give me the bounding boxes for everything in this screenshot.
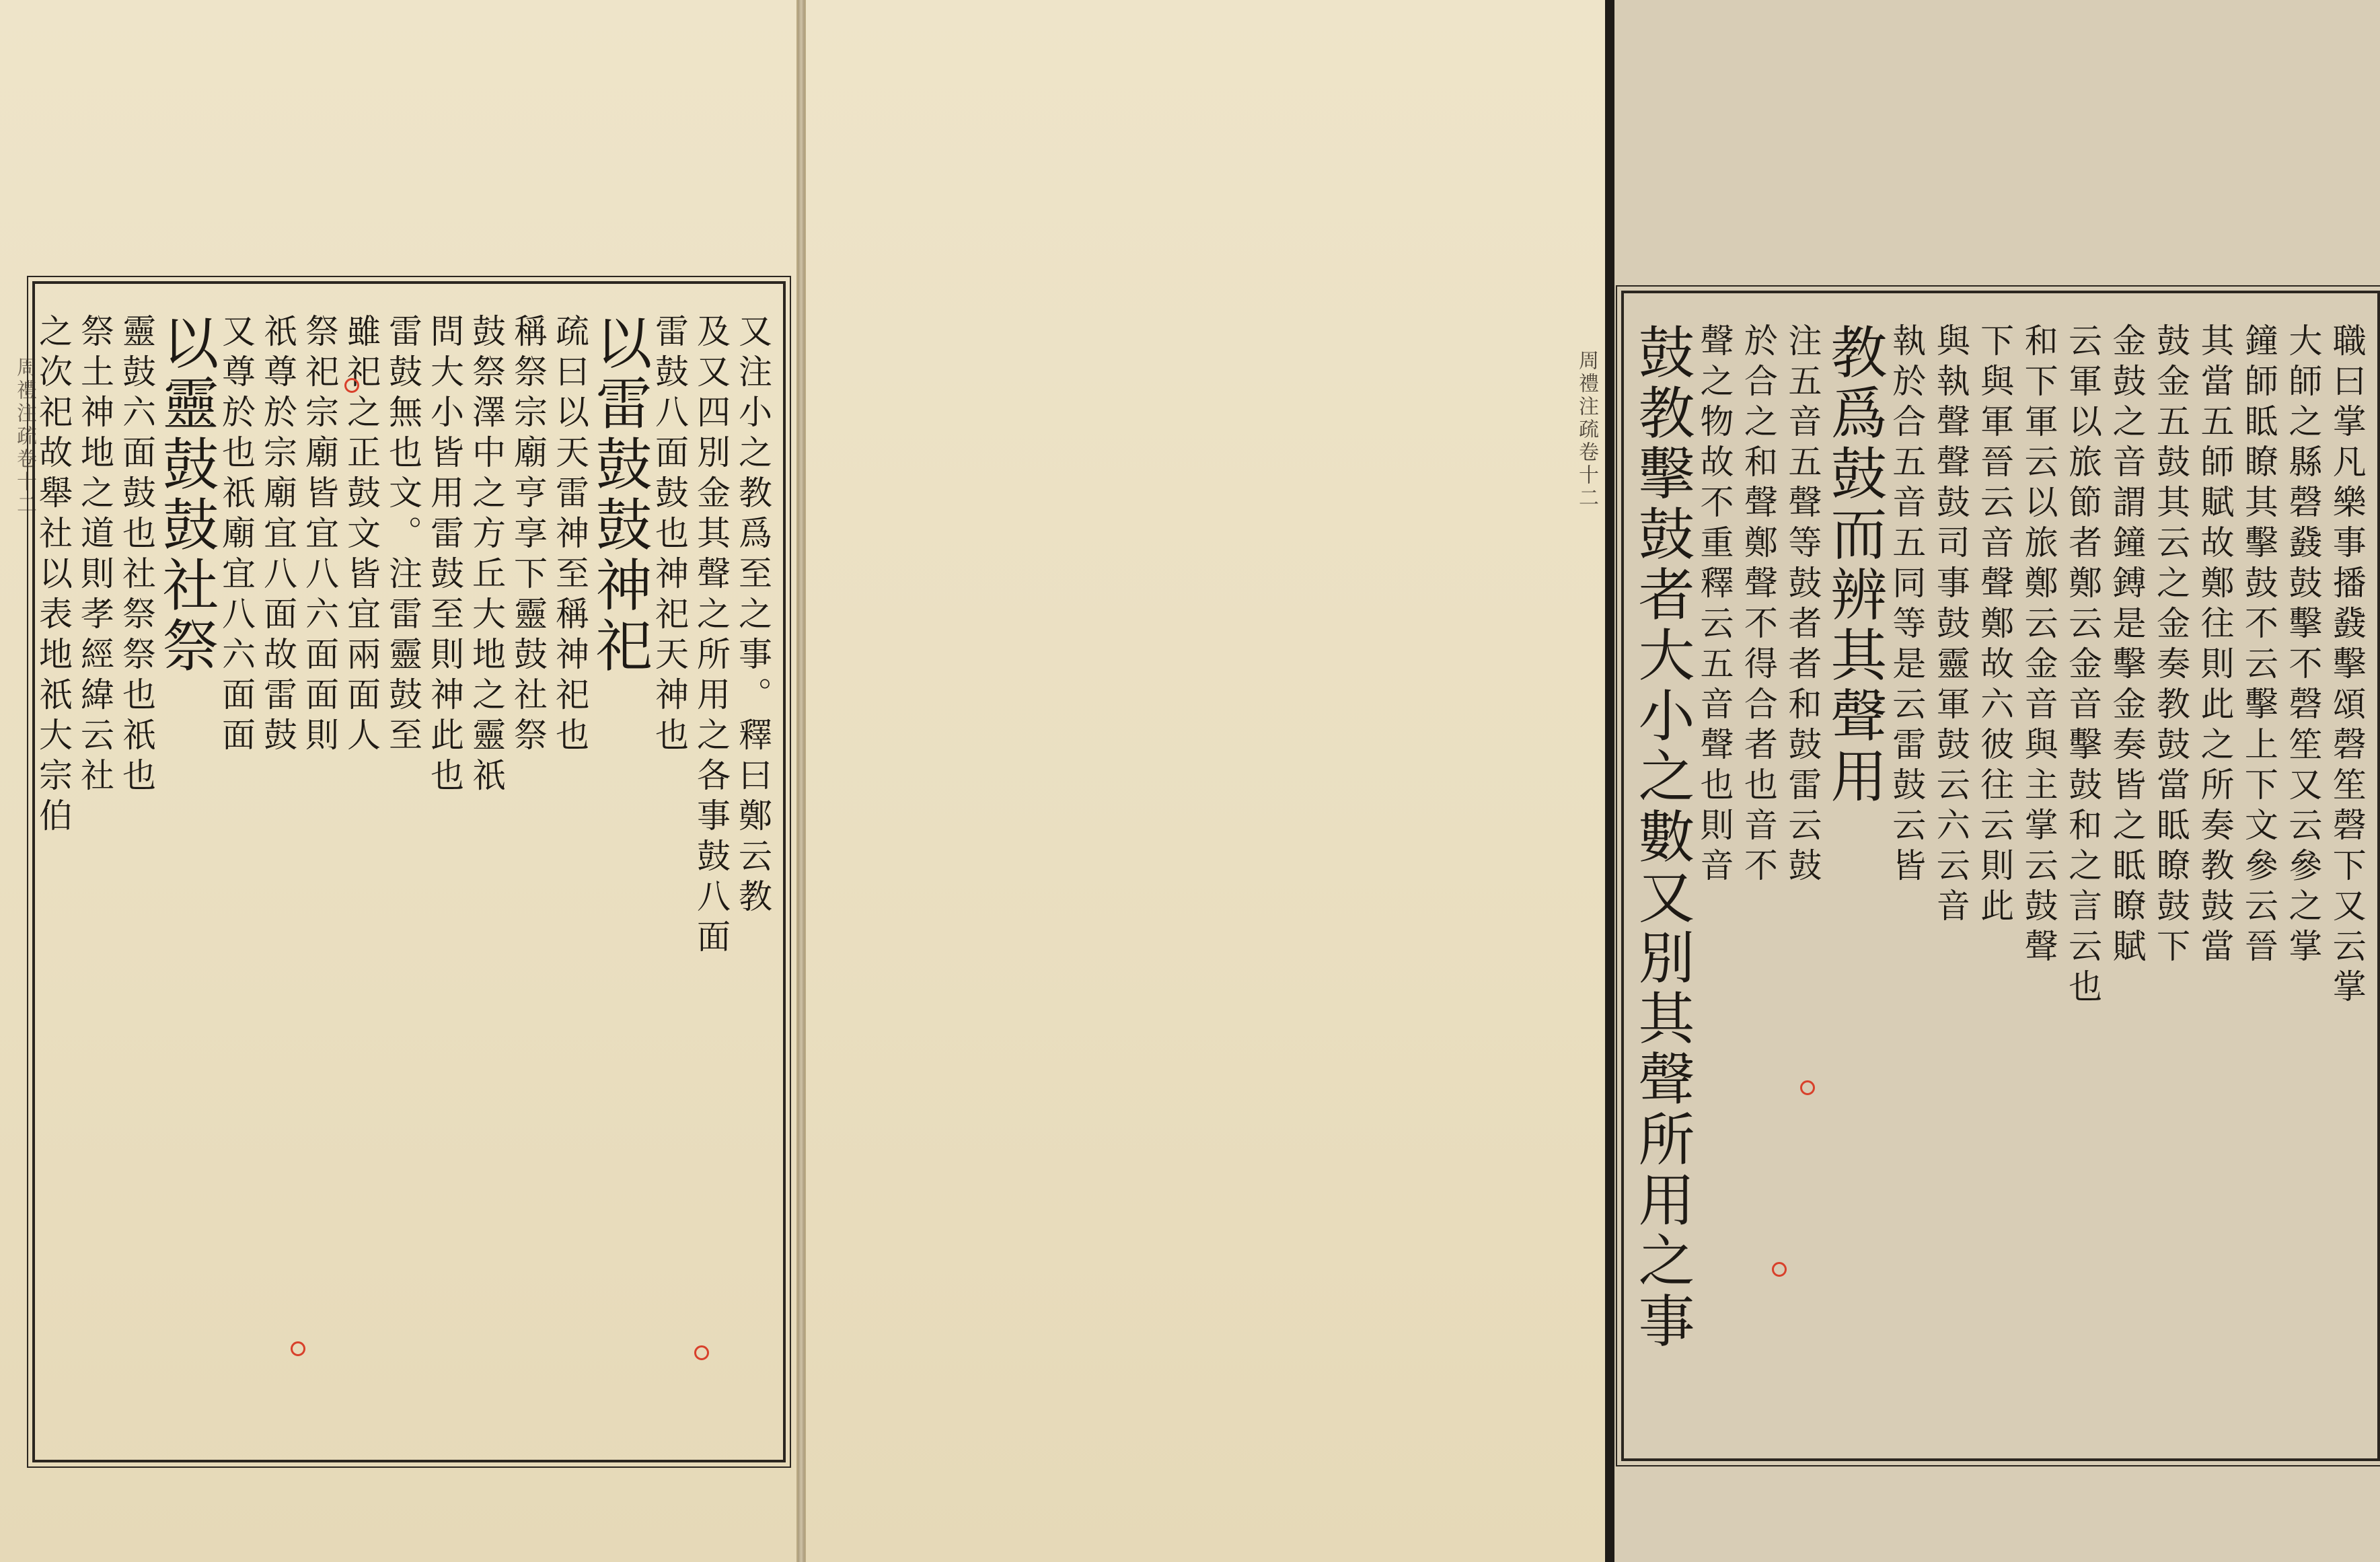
text-column: 雷鼓八面鼓也神祀天神也 [650,313,689,757]
text-column: 又尊於也祇廟宜八六面面 [217,313,256,757]
text-column: 注五音五聲等鼓者者和鼓雷云鼓 [1783,323,1822,888]
text-column: 鼓金五鼓其云之金奏教鼓當眡瞭鼓下 [2151,323,2190,969]
red-punctuation-mark [1800,1080,1815,1095]
text-column: 鐘師眡瞭其擊鼓不云擊上下文參云晉 [2239,323,2278,969]
text-column: 祇尊於宗廟宜八面故雷鼓 [258,313,297,757]
text-column: 職曰掌凡樂事播鼗擊頌磬笙磬下又云掌 [2327,323,2367,1009]
left-margin-label: 周禮注疏卷十二 [13,357,36,517]
text-column: 稱祭宗廟亨享下靈鼓社祭 [509,313,548,757]
text-column: 大師之縣磬鼗鼓擊不磬笙又云參之掌 [2283,323,2323,969]
text-column-large: 以雷鼓鼓神祀 [587,313,653,677]
right-page [805,0,2367,1562]
text-column: 疏曰以天雷神至稱神祀也 [550,313,589,757]
red-punctuation-mark [344,378,359,393]
text-column: 云軍以旅節者鄭云金音擊鼓和之言云也 [2063,323,2103,1009]
text-column: 雖祀之正鼓文皆宜兩面人 [342,313,381,757]
right-margin-label: 周禮注疏卷十二 [1575,350,1598,510]
text-column: 祭祀宗廟皆宜八六面面則 [300,313,339,757]
right-columns [1629,323,2368,1446]
text-column-large: 以靈鼓鼓社祭 [153,313,219,677]
text-column: 下與軍晉云音聲鄭故六彼往云則此 [1975,323,2015,928]
text-column: 聲之物故不重釋云五音聲也則音 [1695,323,1734,888]
book-spine-edge [1605,0,1614,1562]
text-column-large: 教爲鼓而辨其聲用 [1821,323,1888,807]
text-column: 鼓祭澤中之方丘大地之靈祇 [467,313,506,798]
text-column: 祭土神地之道則孝經緯云社 [75,313,114,798]
red-punctuation-mark [291,1341,305,1356]
text-column: 與執聲聲鼓司事鼓靈軍鼓云六云音 [1931,323,1970,928]
book-gutter [798,0,805,1562]
right-text-frame [1621,291,2380,1461]
text-column-large: 鼓教擊鼓者大小之數又別其聲所用之事 [1629,323,1695,1352]
text-column: 靈鼓六面鼓也社祭祭也祇也 [117,313,156,798]
text-column: 雷鼓無也文。注雷靈鼓至 [383,313,422,757]
left-text-frame [32,281,786,1462]
text-column: 及又四別金其聲之所用之各事鼓八面 [692,313,731,959]
red-punctuation-mark [694,1345,709,1360]
text-column: 又注小之教爲至之事。釋曰鄭云教 [733,313,772,919]
text-column: 之次祀故舉社以表地祇大宗伯 [34,313,73,838]
text-column: 執於合五音五同等是云雷鼓云皆 [1887,323,1927,888]
text-column: 於合之和聲鄭聲不得合者也音不 [1738,323,1778,888]
text-column: 問大小皆用雷鼓至則神此也 [425,313,464,798]
text-column: 其當五師賦故鄭往則此之所奏教鼓當 [2195,323,2235,969]
left-page [0,0,798,1562]
left-columns [34,313,774,1448]
red-punctuation-mark [1772,1262,1787,1277]
text-column: 金鼓之音謂鐘鎛是擊金奏皆之眡瞭賦 [2107,323,2147,969]
text-column: 和下軍云以旅鄭云金音與主掌云鼓聲 [2019,323,2058,969]
